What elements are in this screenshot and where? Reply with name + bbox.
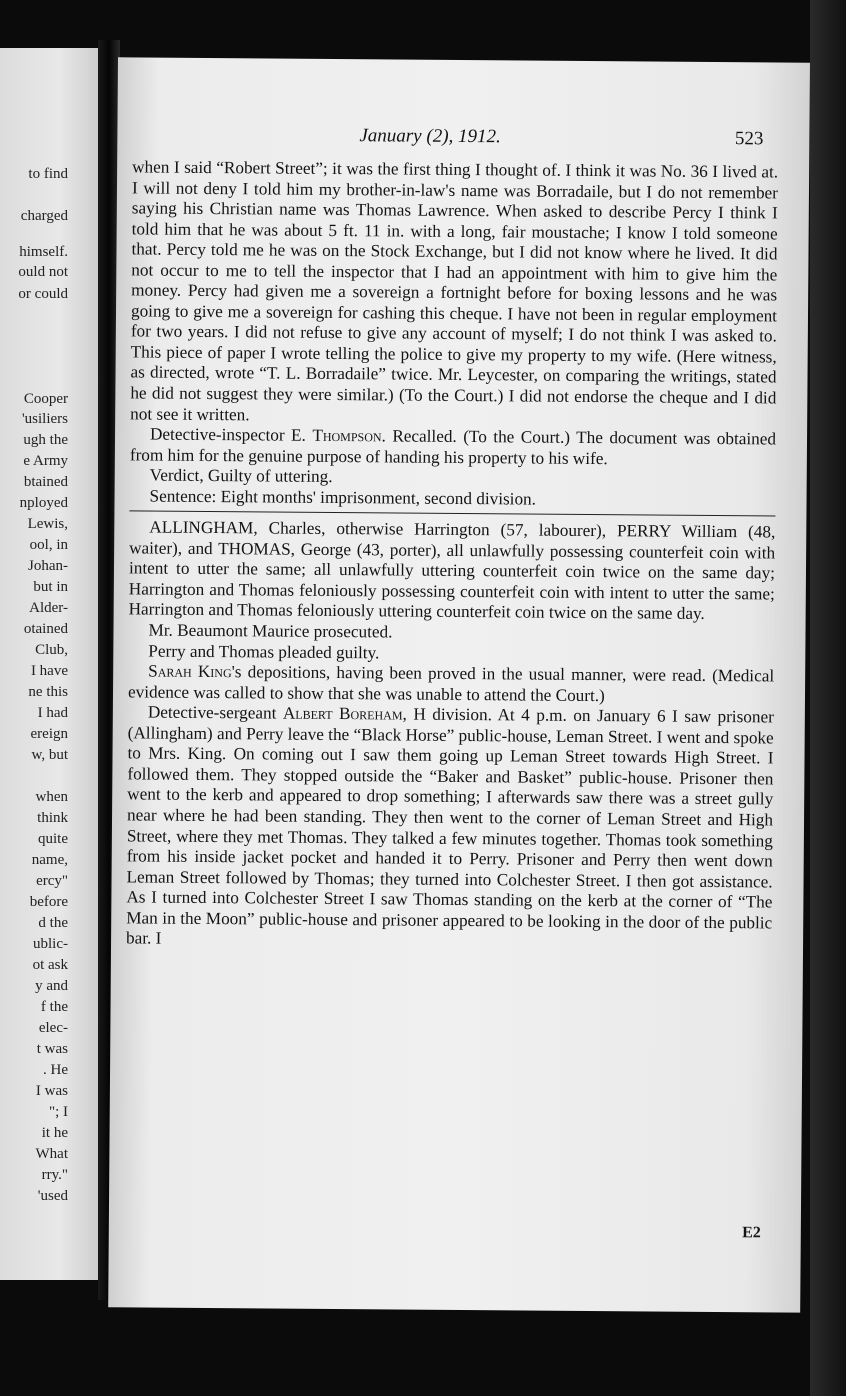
prosecutor-line: Mr. Beaumont Maurice prosecuted. [148, 620, 393, 642]
left-fragment: I had [37, 705, 68, 721]
left-fragment: Alder- [29, 600, 68, 616]
left-fragment: I was [35, 1083, 68, 1099]
sergeant-pre: Detective-sergeant [147, 702, 283, 723]
left-fragment: when [35, 789, 68, 805]
testimony-paragraph: when I said “Robert Street”; it was the first thing I thought of. I think it was No. 36 I lived at. I will not deny I told him my brother-in-law's name was Borradaile, but I do not remember saying his Christian name was Thomas Lawrence. When asked to describe Percy I think I told him that he was about 5 ft. 11 in. with a long, fair moustache; I know I told someone that. Percy told me he was on the Stock Exchange, but I did not know where he lived. It did not occur to me to tell the inspector that I had an appointment with him to give him the money. Percy had given me a sovereign a fortnight before for boxing lessons and he was going to give me a sovereign for cashing this cheque. I have not been in regular employment for two years. I did not refuse to give any account of myself; I do not think I was asked to. This piece of paper I wrote telling the police to give my property to my wife. (Here witness, as directed, wrote “T. L. Borradaile” twice. Mr. Leycester, on comparing the writings, stated he did not suggest they were similar.) (To the Court.) I did not endorse the cheque and I did not see it written. [130, 157, 779, 424]
left-fragment: Club, [35, 642, 68, 658]
left-fragment: or could [18, 286, 68, 302]
left-fragment: rry." [41, 1167, 68, 1183]
left-fragment: 'usiliers [21, 411, 68, 427]
verdict-line: Verdict, Guilty of uttering. [149, 465, 333, 487]
sergeant-testimony-text: , H division. At 4 p.m. on January 6 I saw prisoner (Allingham) and Perry leave the “Black Horse” public-house, Leman Street. I went and spoke to Mrs. King. On coming out I saw them going up Leman Street towards High Street. I followed them. They stopped outside the “Baker and Basket” public-house. Prisoner then went to the kerb and appeared to drop something; I afterwards saw there was a street gully near where he had been standing. They then went to the corner of Leman Street and High Street, where they met Thomas. They talked a few minutes together. Thomas took something from his inside jacket pocket and handed it to Perry. Prisoner and Perry then went down Leman Street followed by Thomas; they turned into Colchester Street. I then got assistance. As I turned into Colchester Street I saw Thomas standing on the kerb at the corner of “The Man in the Moon” public-house and prisoner appeared to be looking in the door of the public bar. I [126, 704, 774, 948]
left-fragment: y and [35, 978, 68, 994]
witness-name-boreham: Albert Boreham [282, 703, 403, 724]
left-fragment: but in [33, 579, 68, 595]
left-fragment: w, but [31, 747, 68, 763]
left-fragment: t was [36, 1041, 68, 1057]
edge-shadow [810, 0, 846, 1396]
left-fragment: think [37, 810, 68, 826]
page-number: 523 [734, 128, 764, 150]
left-fragment: ould not [18, 264, 68, 280]
left-page [0, 48, 98, 1280]
sergeant-testimony-paragraph [126, 703, 774, 955]
left-fragment: 'used [37, 1188, 68, 1204]
plea-line: Perry and Thomas pleaded guilty. [148, 641, 380, 662]
left-fragment: ereign [30, 726, 68, 742]
page-header [147, 124, 783, 155]
left-fragment: Cooper [23, 391, 68, 407]
left-fragment: ugh the [23, 432, 68, 448]
signature-mark: E2 [742, 1224, 761, 1242]
left-fragment: ool, in [29, 537, 68, 553]
left-fragment: I have [30, 663, 68, 679]
left-fragment: to find [28, 166, 68, 182]
left-fragment: Lewis, [27, 516, 68, 532]
inspector-recall-post: . Recalled. (To the Court.) The document was obtained from him for the genuine purpose of handing his property to his wife. [129, 426, 777, 468]
left-fragment: ercy" [36, 873, 68, 889]
left-fragment: ublic- [33, 936, 68, 952]
inspector-name: Thompson [312, 425, 382, 446]
inspector-recall-paragraph [130, 424, 776, 470]
left-fragment: btained [23, 474, 68, 490]
left-fragment: f the [40, 999, 68, 1015]
left-fragment: d the [38, 915, 68, 931]
indictment-paragraph: ALLINGHAM, Charles, otherwise Harrington (57, labourer), PERRY William (48, waiter), and THOMAS, George (43, porter), all unlawfully possessing counterfeit coin with intent to utter the same; all unlawfully uttering counterfeit coin twice on the same day; Harrington and Thomas feloniously possessing counterfeit coin with intent to utter the same; Harrington and Thomas feloniously uttering counterfeit coin twice on the same day. [128, 517, 776, 624]
left-fragment: nployed [19, 495, 68, 511]
witness-name-king: Sarah King [148, 661, 232, 682]
left-fragment: charged [20, 208, 68, 224]
left-fragment: himself. [19, 244, 68, 260]
left-fragment: ne this [28, 684, 68, 700]
left-fragment: What [35, 1146, 68, 1162]
left-fragment: quite [38, 831, 68, 847]
left-fragment: Johan- [28, 558, 68, 574]
running-head: January (2), 1912. [359, 125, 501, 148]
case-divider-rule [129, 511, 775, 517]
right-page [108, 57, 810, 1312]
left-fragment: before [29, 894, 68, 910]
left-fragment: it he [41, 1125, 68, 1141]
left-fragment: otained [23, 621, 68, 637]
page-body [126, 157, 778, 954]
left-fragment: elec- [38, 1020, 68, 1036]
left-fragment: e Army [23, 453, 68, 469]
left-fragment: ot ask [32, 957, 68, 973]
left-fragment: "; I [48, 1104, 68, 1120]
left-fragment: . He [43, 1062, 68, 1078]
sentence-line: Sentence: Eight months' imprisonment, second division. [149, 486, 537, 509]
left-fragment: name, [31, 852, 68, 868]
depositions-text: 's depositions, having been proved in the usual manner, were read. (Medical evidence was called to show that she was unable to attend the Court.) [127, 662, 775, 705]
depositions-paragraph [128, 662, 774, 708]
inspector-recall-pre: Detective-inspector E. [149, 424, 313, 445]
